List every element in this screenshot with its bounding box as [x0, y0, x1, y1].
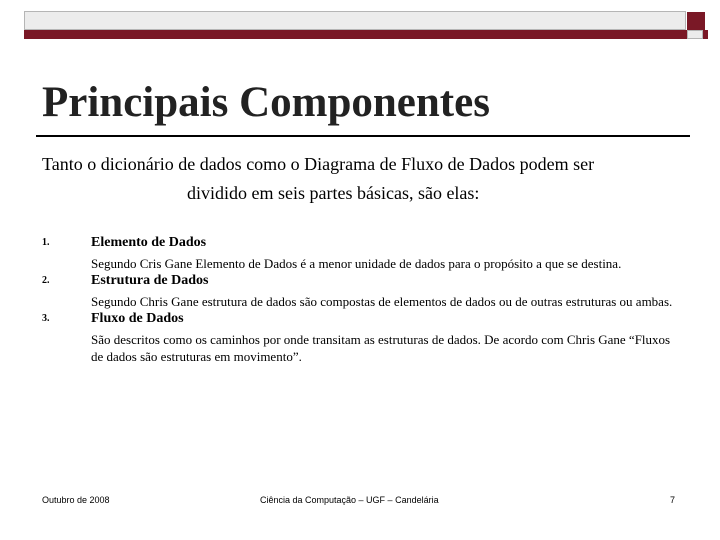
- header-square-light: [687, 30, 703, 39]
- header-accent-bar: [24, 30, 708, 39]
- item-number: 2.: [42, 275, 50, 286]
- list-item: [42, 272, 682, 310]
- item-heading: Fluxo de Dados: [91, 311, 184, 326]
- title-divider: [36, 135, 690, 137]
- page-number: 7: [670, 495, 676, 505]
- item-number: 3.: [42, 313, 50, 324]
- header-square-dark: [687, 12, 705, 30]
- intro-text: [42, 150, 682, 208]
- component-list: [42, 234, 682, 365]
- item-heading: Elemento de Dados: [91, 235, 207, 250]
- footer-date: Outubro de 2008: [42, 495, 110, 505]
- item-number: 1.: [42, 237, 50, 248]
- item-description: Segundo Cris Gane Elemento de Dados é a menor unidade de dados para o propósito a que se destina.: [91, 256, 622, 271]
- header-band: [24, 11, 686, 30]
- item-description: São descritos como os caminhos por onde transitam as estruturas de dados. De acordo com Chris Gane “Fluxos de dados são estruturas em movimento”.: [91, 332, 671, 364]
- item-heading: Estrutura de Dados: [91, 273, 209, 288]
- intro-line-2: dividido em seis partes básicas, são elas:: [187, 183, 480, 203]
- footer-course: Ciência da Computação – UGF – Candelária: [260, 495, 439, 505]
- intro-line-1: Tanto o dicionário de dados como o Diagrama de Fluxo de Dados podem ser: [42, 154, 595, 174]
- list-item: [42, 310, 682, 365]
- item-description: Segundo Chris Gane estrutura de dados são compostas de elementos de dados ou de outras estruturas ou ambas.: [91, 294, 673, 309]
- slide-title: Principais Componentes: [42, 79, 490, 126]
- list-item: [42, 234, 682, 272]
